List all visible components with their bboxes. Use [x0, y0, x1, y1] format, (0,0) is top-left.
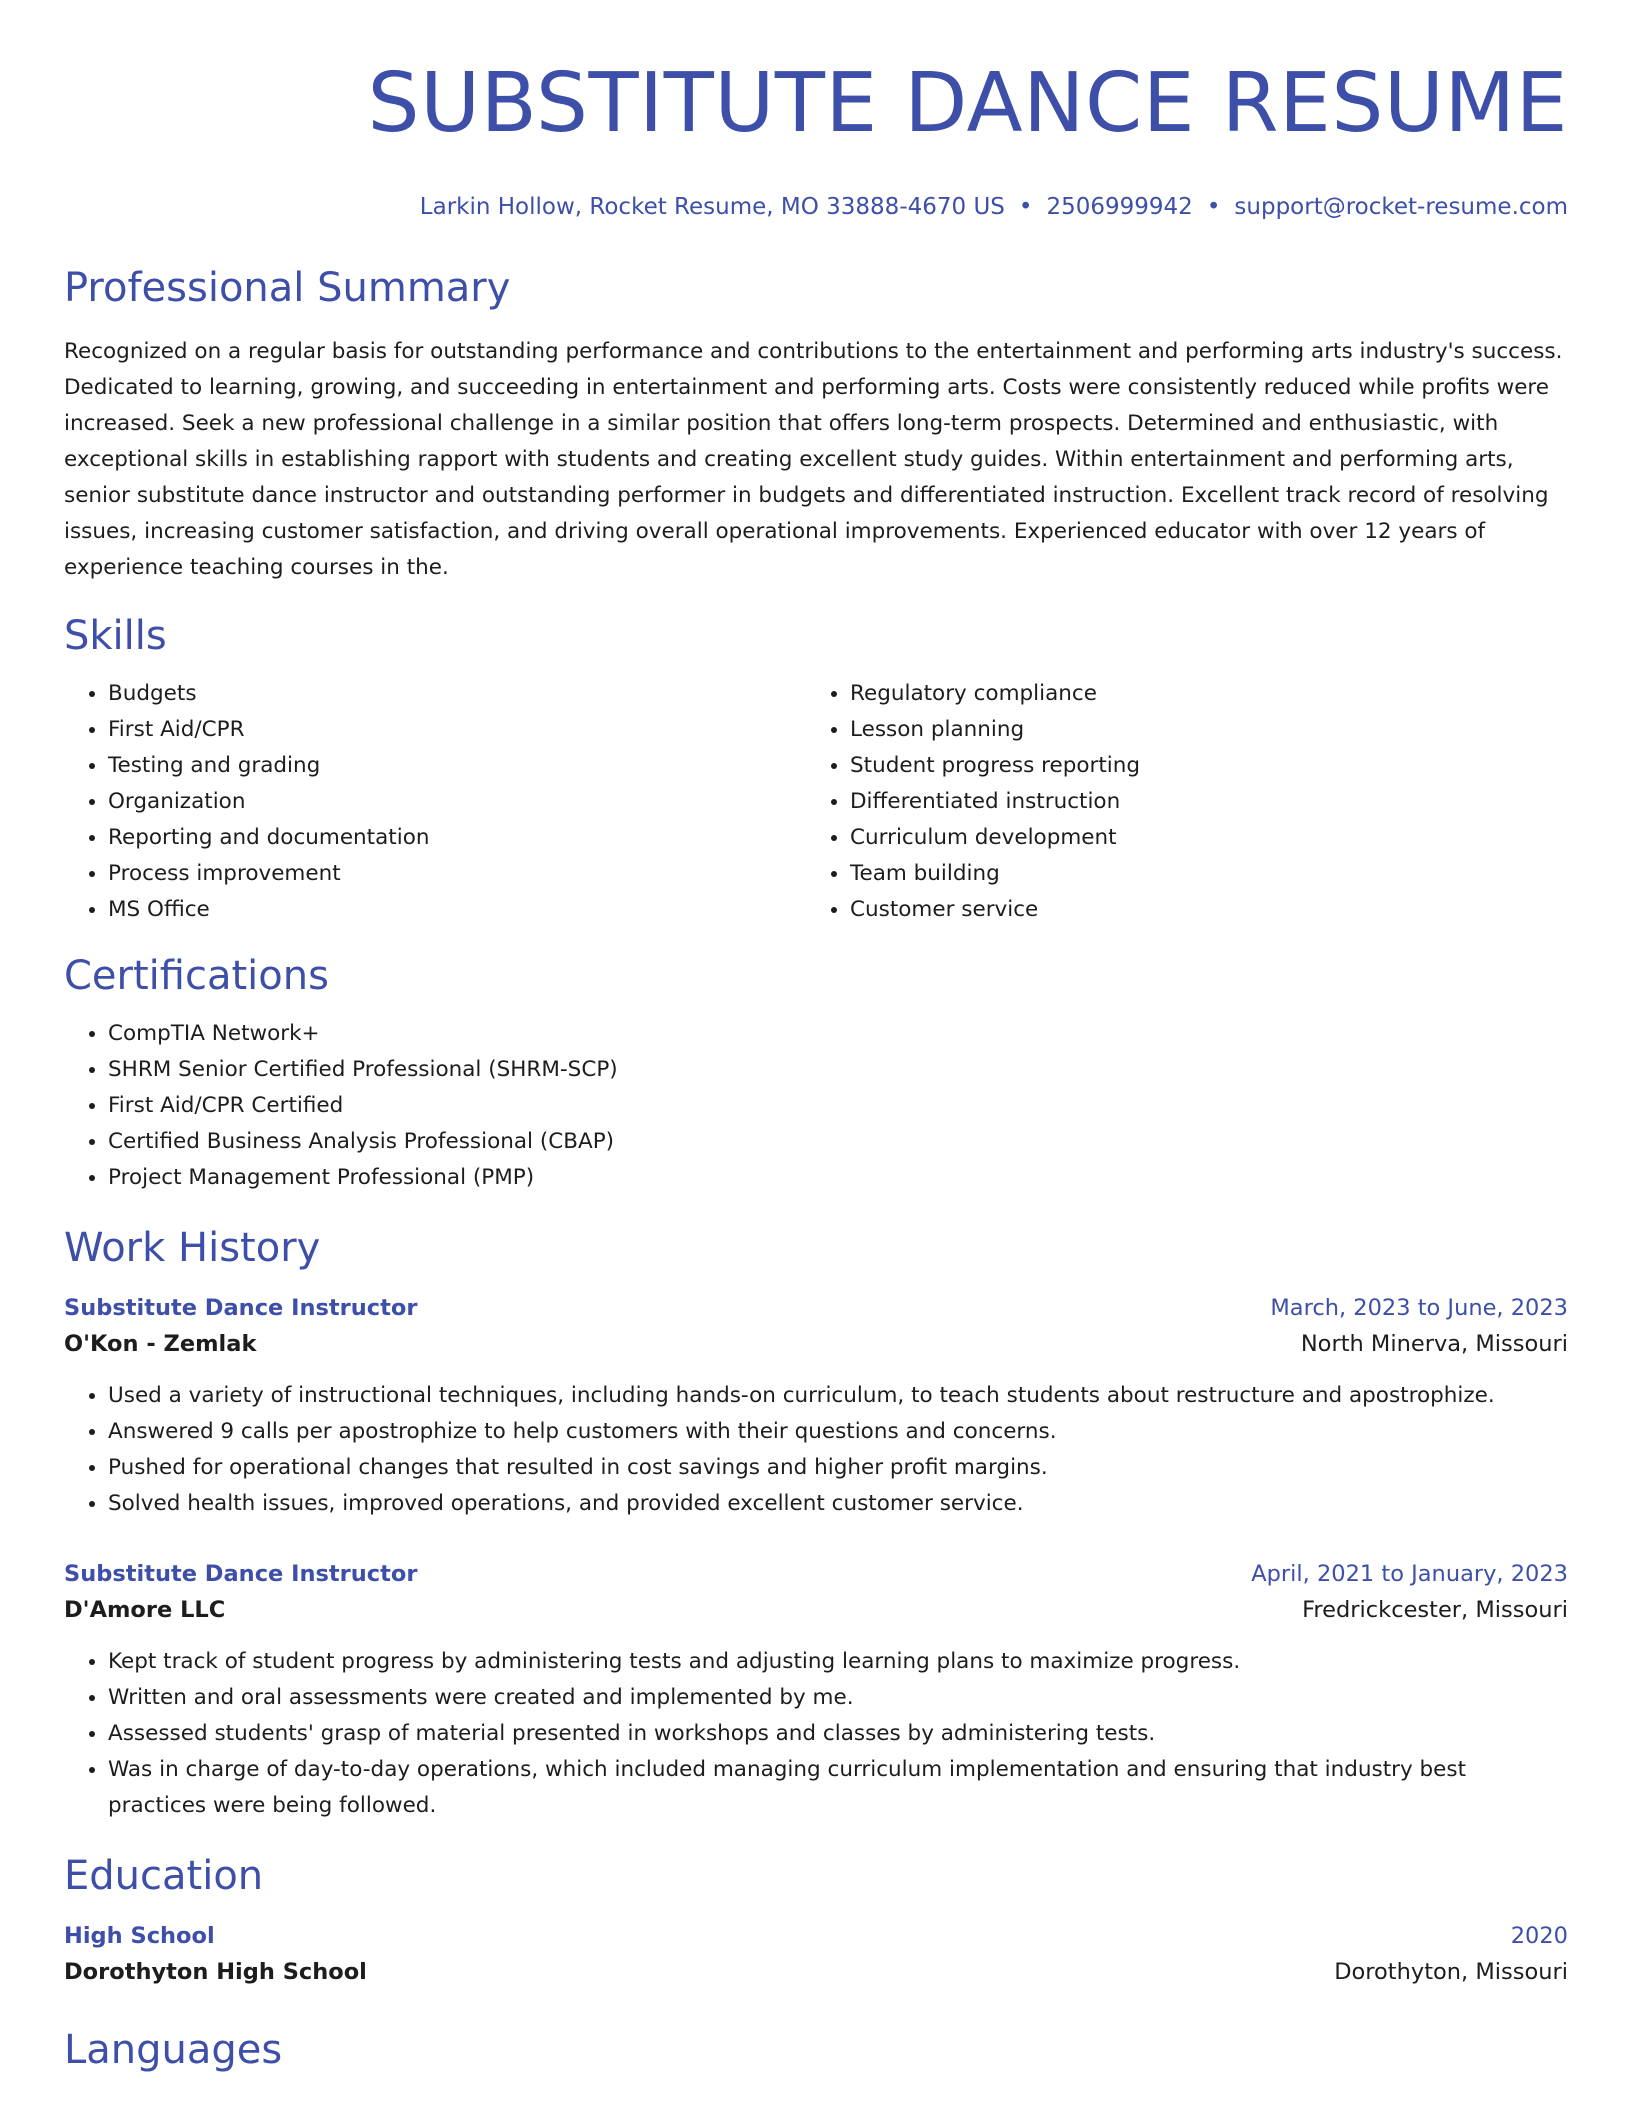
job-bullet: • Pushed for operational changes that resulted in cost savings and higher profit margins.: [108, 1450, 1568, 1486]
skills-list: [64, 676, 1568, 928]
skill-item: • Organization: [108, 784, 806, 820]
section-title-skills: Skills: [64, 613, 167, 659]
section-title-work-history: Work History: [64, 1225, 321, 1271]
contact-email: support@rocket-resume.com: [1234, 194, 1568, 220]
resume-name: SUBSTITUTE DANCE RESUME: [367, 56, 1568, 151]
certifications-list: [64, 1016, 1568, 1196]
skill-item: • First Aid/CPR: [108, 712, 806, 748]
education-year: 2020: [1510, 1923, 1568, 1949]
contact-separator: •: [1018, 194, 1033, 220]
job-header: [64, 1556, 1568, 1592]
job-bullet: • Was in charge of day-to-day operations, which included managing curriculum implementation and ensuring that industry best practices were being followed.: [108, 1752, 1568, 1824]
job-title: Substitute Dance Instructor: [64, 1295, 418, 1321]
skill-item: • Differentiated instruction: [850, 784, 1548, 820]
education-degree: High School: [64, 1923, 215, 1949]
job-entry: [64, 1556, 1568, 1824]
skill-item: • Curriculum development: [850, 820, 1548, 856]
skill-item: • Team building: [850, 856, 1548, 892]
job-bullet: • Written and oral assessments were created and implemented by me.: [108, 1680, 1568, 1716]
education-subheader: [64, 1954, 1568, 1990]
education-header: [64, 1918, 1568, 1954]
section-title-summary: Professional Summary: [64, 265, 511, 311]
skill-item: • Student progress reporting: [850, 748, 1548, 784]
education-location: Dorothyton, Missouri: [1334, 1959, 1568, 1985]
job-location: Fredrickcester, Missouri: [1302, 1597, 1568, 1623]
certification-item: • Certified Business Analysis Professional (CBAP): [108, 1124, 1568, 1160]
section-title-certifications: Certifications: [64, 953, 329, 999]
contact-line: [64, 192, 1568, 222]
certification-item: • SHRM Senior Certified Professional (SHRM-SCP): [108, 1052, 1568, 1088]
job-bullets: [64, 1644, 1568, 1824]
skill-item: • MS Office: [108, 892, 806, 928]
certification-item: • Project Management Professional (PMP): [108, 1160, 1568, 1196]
contact-phone: 2506999942: [1046, 194, 1193, 220]
contact-address: Larkin Hollow, Rocket Resume, MO 33888-4670 US: [419, 194, 1005, 220]
section-title-languages: Languages: [64, 2027, 283, 2073]
education-entry: [64, 1918, 1568, 1990]
job-bullet: • Assessed students' grasp of material presented in workshops and classes by administering tests.: [108, 1716, 1568, 1752]
skill-item: • Customer service: [850, 892, 1548, 928]
skill-item: • Process improvement: [108, 856, 806, 892]
summary-text: Recognized on a regular basis for outstanding performance and contributions to the entertainment and performing arts industry's success. Dedicated to learning, growing, and succeeding in entertainment and performing arts. Costs were consistently reduced while profits were increased. Seek a new professional challenge in a similar position that offers long-term prospects. Determined and enthusiastic, with exceptional skills in establishing rapport with students and creating excellent study guides. Within entertainment and performing arts, senior substitute dance instructor and outstanding performer in budgets and differentiated instruction. Excellent track record of resolving issues, increasing customer satisfaction, and driving overall operational improvements. Experienced educator with over 12 years of experience teaching courses in the.: [64, 339, 1563, 580]
job-company: D'Amore LLC: [64, 1597, 226, 1623]
skill-item: • Reporting and documentation: [108, 820, 806, 856]
certification-item: • First Aid/CPR Certified: [108, 1088, 1568, 1124]
education-school: Dorothyton High School: [64, 1959, 367, 1985]
job-company: O'Kon - Zemlak: [64, 1331, 257, 1357]
contact-separator: •: [1206, 194, 1221, 220]
job-entry: [64, 1290, 1568, 1522]
skills-column-right: [806, 676, 1548, 928]
job-dates: April, 2021 to January, 2023: [1251, 1561, 1568, 1587]
job-subheader: [64, 1326, 1568, 1362]
job-bullet: • Kept track of student progress by administering tests and adjusting learning plans to maximize progress.: [108, 1644, 1568, 1680]
job-header: [64, 1290, 1568, 1326]
job-subheader: [64, 1592, 1568, 1628]
job-location: North Minerva, Missouri: [1300, 1331, 1568, 1357]
job-bullets: [64, 1378, 1568, 1522]
skill-item: • Budgets: [108, 676, 806, 712]
section-title-education: Education: [64, 1853, 264, 1899]
job-title: Substitute Dance Instructor: [64, 1561, 418, 1587]
skill-item: • Lesson planning: [850, 712, 1548, 748]
job-dates: March, 2023 to June, 2023: [1270, 1295, 1568, 1321]
skill-item: • Regulatory compliance: [850, 676, 1548, 712]
job-bullet: • Solved health issues, improved operations, and provided excellent customer service.: [108, 1486, 1568, 1522]
job-bullet: • Used a variety of instructional techniques, including hands-on curriculum, to teach students about restructure and apostrophize.: [108, 1378, 1568, 1414]
skill-item: • Testing and grading: [108, 748, 806, 784]
job-bullet: • Answered 9 calls per apostrophize to help customers with their questions and concerns.: [108, 1414, 1568, 1450]
skills-column-left: [64, 676, 806, 928]
certification-item: • CompTIA Network+: [108, 1016, 1568, 1052]
